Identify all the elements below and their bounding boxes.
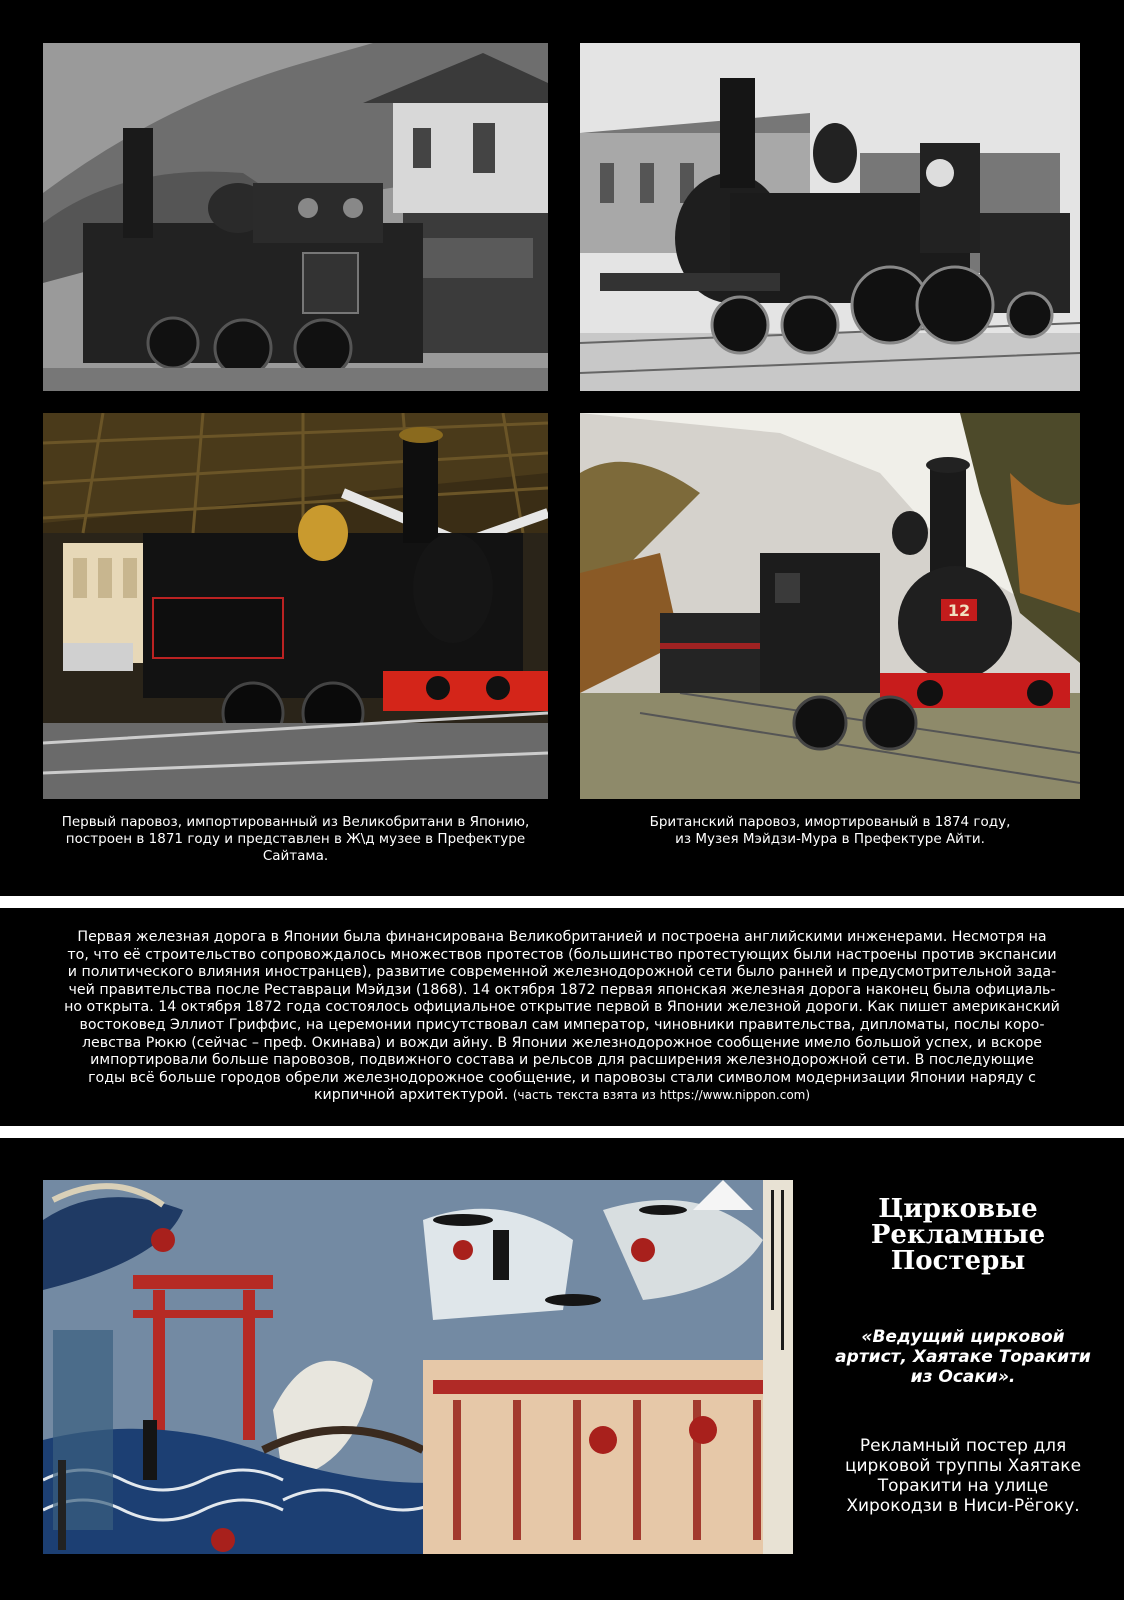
- desc-line: Торакити на улице: [877, 1476, 1049, 1496]
- caption-line: Британский паровоз, имортированый в 1874 году,: [649, 814, 1011, 830]
- quote-line: из Осаки».: [910, 1367, 1016, 1387]
- caption-line: из Музея Мэйдзи-Мура в Префектуре Айти.: [675, 831, 985, 847]
- article-line: востоковед Эллиот Гриффис, на церемонии присутствовал сам император, чиновники правительства, дипломаты, послы коро-: [79, 1016, 1045, 1033]
- poster-quote: [818, 1327, 1108, 1387]
- source-note: (часть текста взята из https://www.nippon.com): [512, 1088, 811, 1103]
- desc-line: Хирокодзи в Ниси-Рёгоку.: [846, 1496, 1080, 1516]
- article-line: [26, 1087, 1098, 1105]
- caption-line: Первый паровоз, импортированный из Великобритани в Японию,: [61, 814, 530, 830]
- divider-bottom: [0, 1126, 1124, 1138]
- article-line-end: кирпичной архитектурой.: [313, 1087, 509, 1104]
- caption-line: Сайтама.: [262, 848, 329, 864]
- poster-section-title: [808, 1196, 1108, 1274]
- article-line: импортировали больше паровозов, подвижного состава и рельсов для расширения железнодорожной сети. В последующие: [90, 1052, 1034, 1069]
- photo-locomotive-18-archive: [580, 43, 1080, 391]
- circus-poster-image: [43, 1180, 793, 1554]
- locomotive-number-plate: 12: [947, 601, 971, 620]
- quote-line: «Ведущий цирковой: [861, 1327, 1065, 1347]
- article-line: то, что её строительство сопровождалось множествов протестов (большинство протестующих были настроены против экспансии: [67, 946, 1057, 963]
- photo-locomotive-12-outdoor: [580, 413, 1080, 799]
- title-line: Постеры: [890, 1246, 1026, 1276]
- caption-line: построен в 1871 году и представлен в Ж\д музее в Префектуре: [65, 831, 526, 847]
- article-line: чей правительства после Реставраци Мэйдзи (1868). 14 октября 1872 первая японская железная дорога наконец была официаль-: [68, 981, 1056, 998]
- article-line: левства Рюкю (сейчас – преф. Окинава) и вожди айну. В Японии железнодорожное сообщение имело большой успех, и вскоре: [81, 1034, 1043, 1051]
- article-body: [26, 929, 1098, 1105]
- desc-line: Рекламный постер для: [859, 1436, 1067, 1456]
- photo-museum-locomotive: [43, 413, 548, 799]
- article-line: Первая железная дорога в Японии была финансирована Великобританией и построена английскими инженерами. Несмотря на: [77, 929, 1047, 945]
- title-line: Цирковые: [878, 1194, 1038, 1224]
- caption-british-locomotive: [580, 814, 1080, 848]
- article-line: но открыта. 14 октября 1872 года состоялось официальное открытие первой в Японии железной дороги. Как пишет американский: [64, 999, 1060, 1016]
- article-line: годы всё больше городов обрели железнодорожное сообщение, и паровозы стали символом модернизации Японии наряду с: [88, 1069, 1036, 1086]
- article-line: и политического влияния иностранцев), развитие современной железнодорожной сети было ранней и предусмотрительной зада-: [67, 964, 1057, 981]
- photo-first-locomotive-archive: [43, 43, 548, 391]
- poster-description: [818, 1436, 1108, 1516]
- caption-first-locomotive: [43, 814, 548, 865]
- divider-top: [0, 896, 1124, 908]
- desc-line: цирковой труппы Хаятаке: [844, 1456, 1082, 1476]
- title-line: Рекламные: [870, 1220, 1046, 1250]
- quote-line: артист, Хаятаке Торакити: [835, 1347, 1091, 1367]
